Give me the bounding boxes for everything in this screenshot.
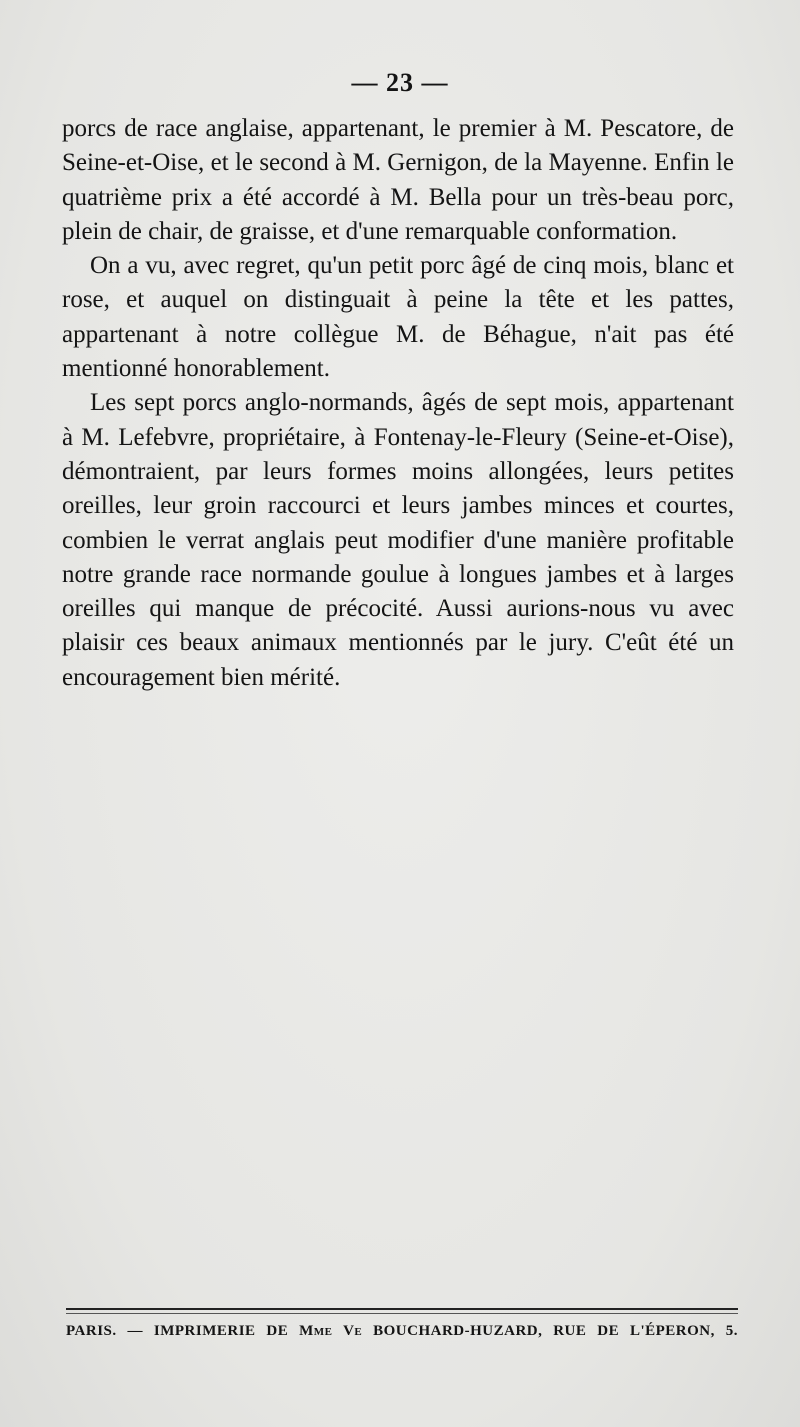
footer-rule xyxy=(66,1308,738,1310)
paragraph-3: Les sept porcs anglo-normands, âgés de sept mois, appartenant à M. Lefebvre, propriétaire, à Fontenay-le-Fleury (Seine-et-Oise), démontraient, par leurs formes moins allongées, leurs petites oreilles, leur groin raccourci et leurs jambes minces et courtes, combien le verrat anglais peut modifier d'une manière profitable notre grande race normande goulue à longues jambes et à larges oreilles qui manque de précocité. Aussi aurions-nous vu avec plaisir ces beaux animaux mentionnés par le jury. C'eût été un encouragement bien mérité. xyxy=(62,389,734,691)
paragraph-2: On a vu, avec regret, qu'un petit porc âgé de cinq mois, blanc et rose, et auquel on distinguait à peine la tête et les pattes, appartenant à notre collègue M. de Béhague, n'ait pas été mentionné honorablement. xyxy=(62,252,734,383)
body-text xyxy=(62,112,734,695)
page-number: — 23 — xyxy=(351,68,449,97)
footer-rule-thin xyxy=(66,1313,738,1314)
imprint-line: PARIS. — IMPRIMERIE DE Mme Ve BOUCHARD-HUZARD, RUE DE L'ÉPERON, 5. xyxy=(66,1323,738,1339)
paragraph-1: porcs de race anglaise, appartenant, le premier à M. Pescatore, de Seine-et-Oise, et le second à M. Gernigon, de la Mayenne. Enfin le quatrième prix a été accordé à M. Bella pour un très-beau porc, plein de chair, de graisse, et d'une remarquable conformation. xyxy=(62,115,734,245)
